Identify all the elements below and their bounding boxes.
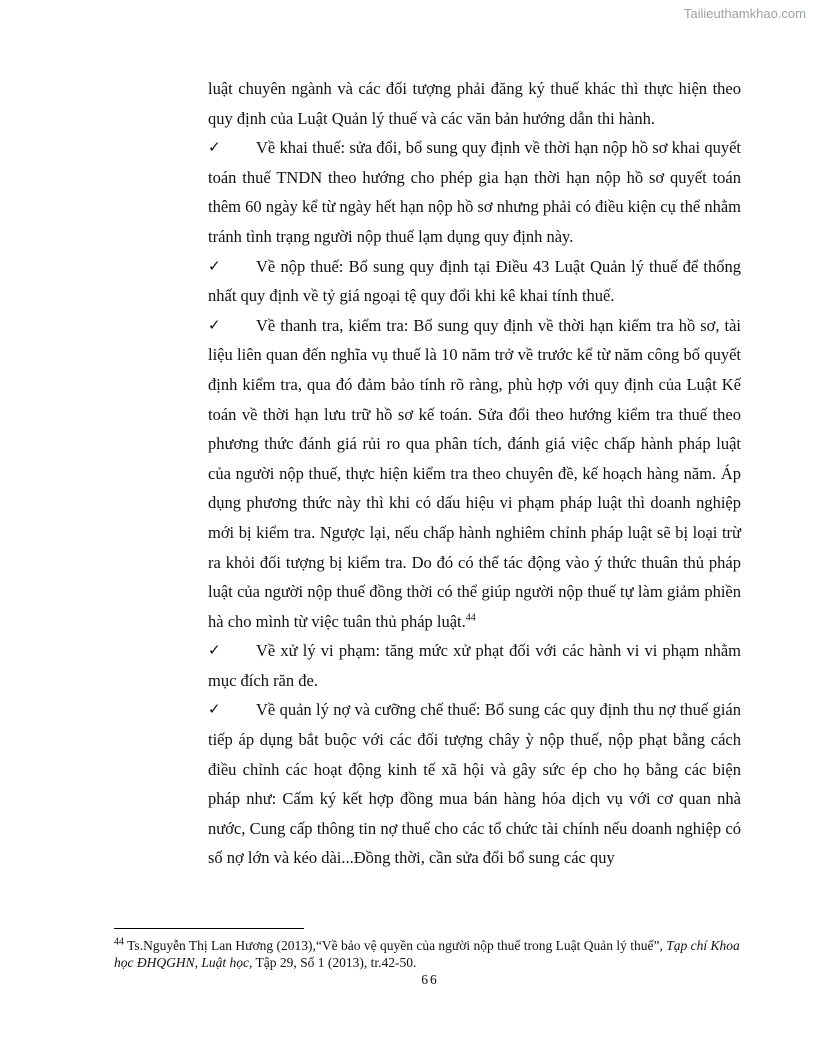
bullet-nop-thue [208,252,741,311]
bullet-xu-ly-vi-pham [208,636,741,695]
footnote-separator [114,928,304,929]
bullet-text: Về thanh tra, kiểm tra: Bổ sung quy định về thời hạn kiểm tra hồ sơ, tài liệu liên quan đến nghĩa vụ thuế là 10 năm trở về trước kể từ năm công bố quyết định kiểm tra, qua đó đảm bảo tính rõ ràng, phù hợp với quy định của Luật Kế toán về thời hạn lưu trữ hồ sơ kế toán. Sửa đổi theo hướng kiểm tra thuế theo phương thức đánh giá rủi ro qua phân tích, đánh giá việc chấp hành pháp luật của người nộp thuế, thực hiện kiểm tra theo chuyên đề, kế hoạch hàng năm. Áp dụng phương thức này thì khi có dấu hiệu vi phạm pháp luật thì doanh nghiệp mới bị kiểm tra. Ngược lại, nếu chấp hành nghiêm chỉnh pháp luật sẽ bị loại trừ ra khỏi đối tượng bị kiểm tra. Do đó có thể tác động vào ý thức thuân thủ pháp luật của người nộp thuế đồng thời có thể giúp người nộp thuế tự làm giảm phiền hà cho mình từ việc tuân thủ pháp luật. [208,315,741,631]
footnote-number: 44 [114,936,124,948]
bullet-thanh-tra [208,311,741,637]
footnote [114,937,742,971]
checkmark-icon: ✓ [208,138,221,157]
checkmark-icon: ✓ [208,700,221,719]
footnote-journal: Tạp chí Khoa học ĐHQGHN, Luật học [114,938,740,970]
watermark: Tailieuthamkhao.com [683,6,806,21]
bullet-khai-thue [208,133,741,251]
page-body [208,74,741,873]
bullet-text: Về nộp thuế: Bổ sung quy định tại Điều 43 Luật Quản lý thuế để thống nhất quy định về tỷ giá ngoại tệ quy đổi khi kê khai tính thuế. [208,256,741,306]
footnote-text: Ts.Nguyễn Thị Lan Hương (2013),“Về bảo vệ quyền của người nộp thuế trong Luật Quản lý thuế”, [124,938,667,953]
checkmark-icon: ✓ [208,641,221,660]
bullet-text: Về quản lý nợ và cưỡng chế thuế: Bổ sung các quy định thu nợ thuế gián tiếp áp dụng bắt buộc với các đối tượng chây ỳ nộp thuế, nộp phạt bằng cách điều chỉnh các hoạt động kinh tế xã hội và gây sức ép cho họ bằng các biện pháp như: Cấm ký kết hợp đồng mua bán hàng hóa dịch vụ với cơ quan nhà nước, Cung cấp thông tin nợ thuế cho các tổ chức tài chính nếu doanh nghiệp có số nợ lớn và kéo dài...Đồng thời, cần sửa đổi bổ sung các quy [208,700,741,868]
checkmark-icon: ✓ [208,315,221,334]
bullet-quan-ly-no [208,695,741,873]
bullet-text: Về khai thuế: sửa đổi, bổ sung quy định về thời hạn nộp hồ sơ khai quyết toán thuế TNDN theo hướng cho phép gia hạn thời hạn nộp hồ sơ quyết toán thêm 60 ngày kể từ ngày hết hạn nộp hồ sơ nhưng phải có điều kiện cụ thể nhằm tránh tình trạng người nộp thuế lạm dụng quy định này. [208,138,741,246]
checkmark-icon: ✓ [208,256,221,275]
page-number: 66 [421,972,439,987]
bullet-text: Về xử lý vi phạm: tăng mức xử phạt đối với các hành vi vi phạm nhằm mục đích răn đe. [208,641,741,690]
footnote-tail: , Tập 29, Số 1 (2013), tr.42-50. [249,955,417,970]
footnote-reference: 44 [465,612,476,624]
paragraph-continuation: luật chuyên ngành và các đối tượng phải đăng ký thuế khác thì thực hiện theo quy định của Luật Quản lý thuế và các văn bản hướng dẫn thi hành. [208,79,741,128]
